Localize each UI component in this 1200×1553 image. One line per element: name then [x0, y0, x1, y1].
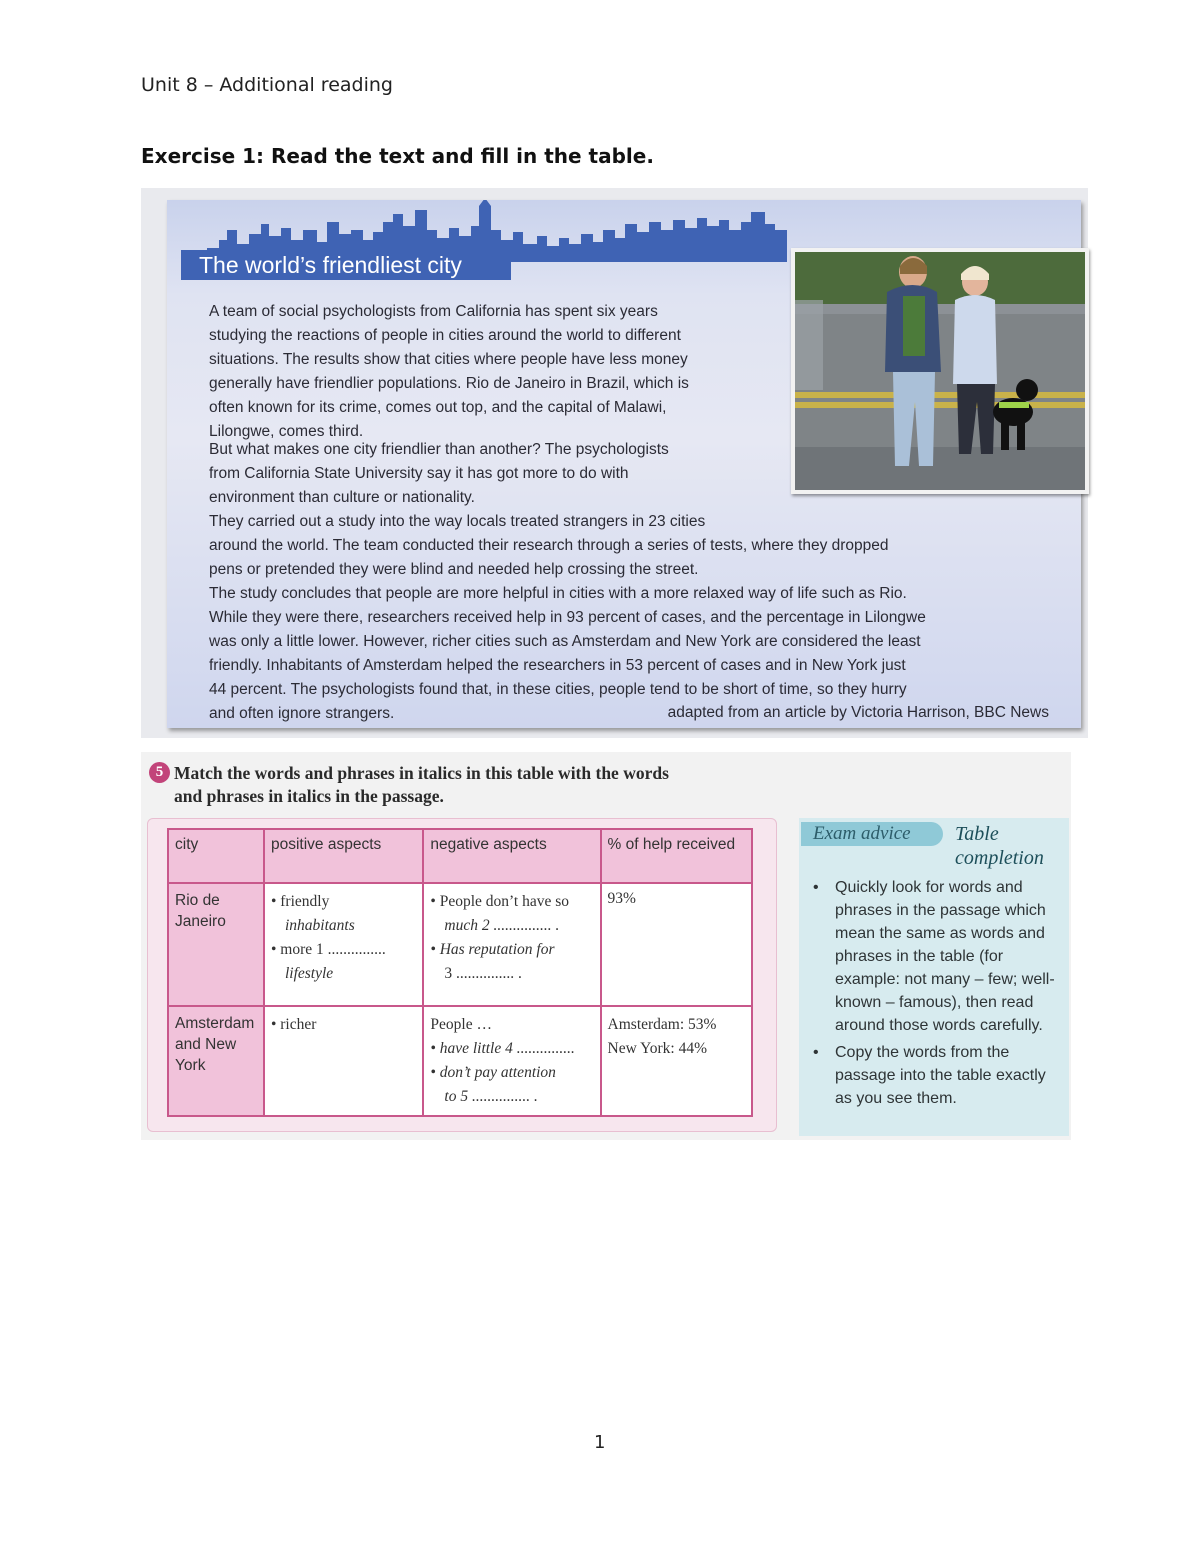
cell-help-amsterdam-ny — [601, 1006, 752, 1116]
cell-line: Amsterdam: 53% — [607, 1016, 717, 1033]
cell-positive-amsterdam-ny — [264, 1006, 423, 1116]
photo-friendly-city — [791, 248, 1089, 494]
exercise-5-instruction — [174, 762, 774, 808]
header-negative: negative aspects — [423, 829, 600, 883]
exam-advice-box — [799, 818, 1069, 1136]
cell-line: Janeiro — [175, 913, 226, 930]
cell-line: inhabitants — [284, 917, 355, 934]
document-header: Unit 8 – Additional reading — [141, 74, 393, 96]
article-p1-line: Lilongwe, comes third. — [209, 423, 364, 440]
cell-line: and New — [175, 1036, 237, 1053]
advice-item: • Quickly look for words and phrases in the passage which mean the same as words and phrases in the table (for example: not many – few; well-known – famous), then read around those words carefully. — [811, 876, 1061, 1037]
completion-table — [167, 828, 753, 1117]
cell-line: York — [175, 1057, 206, 1074]
exercise-number-badge: 5 — [149, 762, 170, 783]
cell-line: • friendly — [270, 893, 330, 910]
cell-line: Rio de — [175, 892, 220, 909]
exam-advice-list — [811, 876, 1061, 1114]
article-p1-line: situations. The results show that cities where people have less money — [209, 351, 688, 368]
cell-negative-amsterdam-ny — [423, 1006, 600, 1116]
article-p4-line: 44 percent. The psychologists found that, in these cities, people tend to be short of time, so they hurry — [209, 681, 907, 698]
exercise-5-panel — [141, 752, 1071, 1140]
answer-blank-1[interactable]: • more 1 ............... — [270, 941, 386, 958]
cell-line: • don’t pay attention — [430, 1064, 556, 1081]
answer-blank-4[interactable]: • have little 4 ............... — [430, 1040, 575, 1057]
cell-line: • richer — [270, 1016, 317, 1033]
cell-line: • Has reputation for — [430, 941, 555, 958]
article-p1-line: generally have friendlier populations. Rio de Janeiro in Brazil, which is — [209, 375, 689, 392]
cell-city-amsterdam-ny — [168, 1006, 264, 1116]
cell-line: People … — [430, 1016, 492, 1033]
article-p4-line: was only a little lower. However, richer cities such as Amsterdam and New York are considered the least — [209, 633, 921, 650]
advice-item: • Copy the words from the passage into the table exactly as you see them. — [811, 1041, 1061, 1110]
header-help: % of help received — [601, 829, 752, 883]
article-p2-line: environment than culture or nationality. — [209, 489, 475, 506]
cell-line: lifestyle — [284, 965, 334, 982]
header-positive: positive aspects — [264, 829, 423, 883]
cell-city-rio — [168, 883, 264, 1006]
article-paragraph-2 — [209, 438, 669, 510]
article-paragraph-3 — [209, 510, 889, 582]
page-number: 1 — [594, 1432, 606, 1453]
article-p1-line: A team of social psychologists from California has spent six years — [209, 303, 658, 320]
advice-title-line: Table — [955, 823, 999, 845]
cell-line: • People don’t have so — [430, 893, 569, 910]
article-p4-line: The study concludes that people are more helpful in cities with a more relaxed way of life such as Rio. — [209, 585, 907, 602]
cell-help-rio: 93% — [601, 883, 752, 1006]
cell-negative-rio — [423, 883, 600, 1006]
table-header-row — [168, 829, 752, 883]
article-credit: adapted from an article by Victoria Harrison, BBC News — [667, 704, 1049, 721]
article-p4-line: and often ignore strangers. — [209, 705, 395, 722]
table-row — [168, 883, 752, 1006]
cell-positive-rio — [264, 883, 423, 1006]
article-p2-line: But what makes one city friendlier than another? The psychologists — [209, 441, 669, 458]
table-row — [168, 1006, 752, 1116]
article-title: The world’s friendliest city — [181, 250, 511, 280]
article-panel — [141, 188, 1088, 738]
cell-line: Amsterdam — [175, 1015, 255, 1032]
instruction-line: and phrases in italics in the passage. — [174, 786, 444, 806]
answer-blank-5[interactable]: to 5 ............... . — [444, 1088, 538, 1105]
article-p2-line: from California State University say it has got more to do with — [209, 465, 629, 482]
article-p4-line: While they were there, researchers received help in 93 percent of cases, and the percentage in Lilongwe — [209, 609, 926, 626]
header-city: city — [168, 829, 264, 883]
exercise-title: Exercise 1: Read the text and fill in the table. — [141, 144, 654, 168]
exam-advice-title — [955, 822, 1044, 870]
answer-blank-2[interactable]: much 2 ............... . — [444, 917, 560, 934]
advice-title-line: completion — [955, 847, 1044, 869]
instruction-line: Match the words and phrases in italics in this table with the words — [174, 763, 669, 783]
article-p4-line: friendly. Inhabitants of Amsterdam helped the researchers in 53 percent of cases and in New York just — [209, 657, 906, 674]
cell-line: New York: 44% — [607, 1040, 708, 1057]
article-paragraph-1 — [209, 300, 689, 444]
article-p3-line: around the world. The team conducted their research through a series of tests, where they dropped — [209, 537, 889, 554]
article-box — [167, 200, 1081, 728]
article-p3-line: pens or pretended they were blind and needed help crossing the street. — [209, 561, 699, 578]
article-p1-line: studying the reactions of people in cities around the world to different — [209, 327, 681, 344]
article-p3-line: They carried out a study into the way locals treated strangers in 23 cities — [209, 513, 706, 530]
answer-blank-3[interactable]: 3 ............... . — [444, 965, 522, 982]
article-p1-line: often known for its crime, comes out top, and the capital of Malawi, — [209, 399, 667, 416]
exam-advice-label: Exam advice — [801, 822, 943, 846]
